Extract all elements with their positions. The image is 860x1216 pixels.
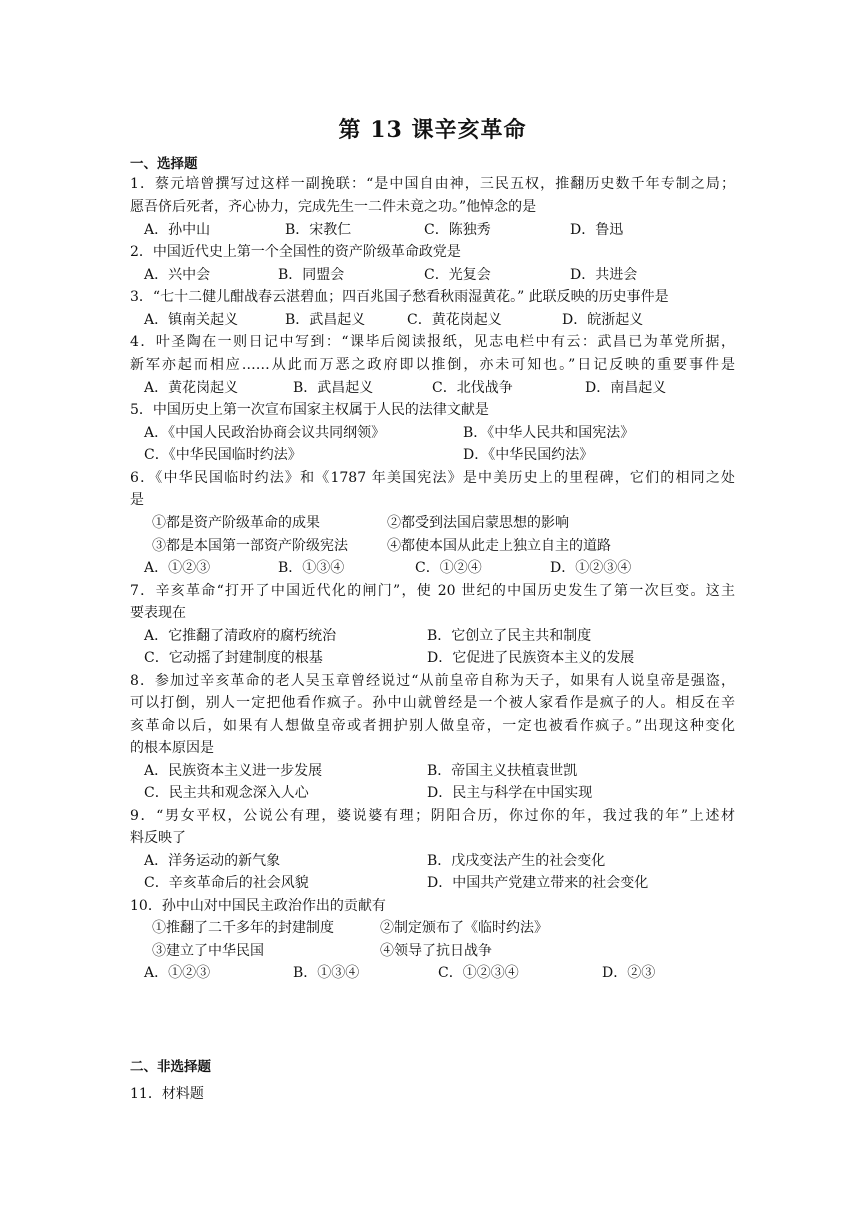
q7-option-a: A．它推翻了清政府的腐朽统治: [144, 628, 337, 644]
q6-options: [130, 557, 735, 580]
q7-option-b: B．它创立了民主共和制度: [427, 628, 592, 644]
q4-option-b: B．武昌起义: [293, 380, 374, 396]
q10-stem-line-1: 10．孙中山对中国民主政治作出的贡献有: [130, 898, 386, 914]
q3-option-a: A．镇南关起义: [144, 312, 239, 328]
q4-option-a: A．黄花岗起义: [144, 380, 239, 396]
q8-options-row-2: [130, 782, 735, 805]
q8-option-d: D．民主与科学在中国实现: [427, 785, 593, 801]
q7-option-d: D．它促进了民族资本主义的发展: [427, 650, 635, 666]
q4-stem-line-1: 4．叶圣陶在一则日记中写到：“课毕后阅读报纸，见志电栏中有云：武昌已为革党所据，: [130, 334, 735, 350]
q5-option-d: D．《中华民国约法》: [463, 447, 594, 463]
q8-option-b: B．帝国主义扶植袁世凯: [427, 763, 578, 779]
q6-item-2: ②都受到法国启蒙思想的影响: [387, 515, 569, 531]
q3-stem-line-1: 3．“七十二健儿酣战春云湛碧血；四百兆国子愁看秋雨湿黄花。” 此联反映的历史事件是: [130, 289, 669, 305]
q2-option-a: A．兴中会: [144, 267, 211, 283]
q5-stem-line-1: 5．中国历史上第一次宣布国家主权属于人民的法律文献是: [130, 402, 489, 418]
q7-options-row-2: [130, 647, 735, 670]
q8-stem-line-4: 的根本原因是: [130, 740, 214, 756]
q1-option-c: C．陈独秀: [424, 222, 491, 238]
page-title: 第 13 课辛亥革命: [338, 117, 527, 143]
q6-item-3: ③都是本国第一部资产阶级宪法: [152, 538, 348, 554]
q1-stem-line-1: 1．蔡元培曾撰写过这样一副挽联：“是中国自由神，三民五权，推翻历史数千年专制之局；: [130, 176, 735, 192]
q6-stem-line-1: 6．《中华民国临时约法》和《1787 年美国宪法》是中美历史上的里程碑，它们的相同之处: [130, 470, 735, 486]
q3-option-d: D．皖浙起义: [562, 312, 644, 328]
q8-option-a: A．民族资本主义进一步发展: [144, 763, 323, 779]
q3-option-b: B．武昌起义: [285, 312, 366, 328]
q9-stem-line-2: 料反映了: [130, 830, 186, 846]
q3-options: [130, 309, 735, 332]
q8-options-row-1: [130, 760, 735, 783]
q6-stem-line-2: 是: [130, 492, 144, 508]
q5-option-a: A．《中国人民政治协商会议共同纲领》: [144, 425, 386, 441]
q10-option-b: B．①③④: [293, 965, 360, 981]
q2-options: [130, 264, 735, 287]
q10-option-a: A．①②③: [144, 965, 211, 981]
q1-stem-line-2: 愿吾侪后死者，齐心协力，完成先生一二件未竟之功。”他悼念的是: [130, 199, 537, 215]
q8-option-c: C．民主共和观念深入人心: [144, 785, 309, 801]
q1-options: [130, 219, 735, 242]
q5-options-row-2: [130, 444, 735, 467]
q10-option-c: C．①②③④: [438, 965, 519, 981]
q11-stem-line-1: 11．材料题: [130, 1086, 204, 1102]
q6-item-1: ①都是资产阶级革命的成果: [152, 515, 320, 531]
q6-option-d: D．①②③④: [550, 560, 632, 576]
q4-stem-line-2: 新军亦起而相应……从此而万恶之政府即以推倒，亦未可知也。”日记反映的重要事件是: [130, 357, 735, 373]
q5-options-row-1: [130, 422, 735, 445]
q4-option-d: D．南昌起义: [585, 380, 667, 396]
q4-option-c: C．北伐战争: [432, 380, 513, 396]
q2-option-d: D．共进会: [570, 267, 638, 283]
q3-option-c: C．黄花岗起义: [407, 312, 502, 328]
q8-stem-line-1: 8．参加过辛亥革命的老人吴玉章曾经说过“从前皇帝自称为天子，如果有人说皇帝是强盗，: [130, 673, 735, 689]
q10-items-row-2: [130, 940, 735, 963]
q7-stem-line-2: 要表现在: [130, 605, 186, 621]
q7-option-c: C．它动摇了封建制度的根基: [144, 650, 323, 666]
q1-option-d: D．鲁迅: [570, 222, 624, 238]
q6-items-row-1: [130, 512, 735, 535]
q10-option-d: D．②③: [602, 965, 656, 981]
q10-item-4: ④领导了抗日战争: [380, 943, 492, 959]
q9-options-row-1: [130, 850, 735, 873]
q10-options: [130, 962, 735, 985]
q2-stem-line-1: 2．中国近代史上第一个全国性的资产阶级革命政党是: [130, 244, 461, 260]
q4-options: [130, 377, 735, 400]
q8-stem-line-2: 可以打倒，别人一定把他看作疯子。孙中山就曾经是一个被人家看作是疯子的人。相反在辛: [130, 695, 735, 711]
q10-item-3: ③建立了中华民国: [152, 943, 264, 959]
q6-items-row-2: [130, 535, 735, 558]
q6-option-a: A．①②③: [144, 560, 211, 576]
q9-stem-line-1: 9．“男女平权，公说公有理，婆说婆有理；阴阳合历，你过你的年，我过我的年”上述材: [130, 808, 735, 824]
q5-option-b: B．《中华人民共和国宪法》: [463, 425, 635, 441]
q7-stem-line-1: 7．辛亥革命“打开了中国近代化的闸门”，使 20 世纪的中国历史发生了第一次巨变。这主: [130, 583, 735, 599]
q7-options-row-1: [130, 625, 735, 648]
q2-option-b: B．同盟会: [278, 267, 345, 283]
q8-stem-line-3: 亥革命以后，如果有人想做皇帝或者拥护别人做皇帝，一定也被看作疯子。”出现这种变化: [130, 718, 735, 734]
q10-items-row-1: [130, 917, 735, 940]
q1-option-a: A．孙中山: [144, 222, 211, 238]
q10-item-2: ②制定颁布了《临时约法》: [380, 920, 548, 936]
q2-option-c: C．光复会: [424, 267, 491, 283]
q1-option-b: B．宋教仁: [285, 222, 352, 238]
section-heading-choice: 一、选择题: [130, 156, 198, 172]
section-heading-nonchoice: 二、非选择题: [130, 1059, 211, 1075]
q9-option-c: C．辛亥革命后的社会风貌: [144, 875, 309, 891]
q5-option-c: C．《中华民国临时约法》: [144, 447, 302, 463]
q10-item-1: ①推翻了二千多年的封建制度: [152, 920, 334, 936]
q6-option-c: C．①②④: [415, 560, 482, 576]
q9-option-a: A．洋务运动的新气象: [144, 853, 281, 869]
q6-item-4: ④都使本国从此走上独立自主的道路: [387, 538, 611, 554]
q9-options-row-2: [130, 872, 735, 895]
q9-option-d: D．中国共产党建立带来的社会变化: [427, 875, 649, 891]
q6-option-b: B．①③④: [278, 560, 345, 576]
q9-option-b: B．戊戌变法产生的社会变化: [427, 853, 606, 869]
